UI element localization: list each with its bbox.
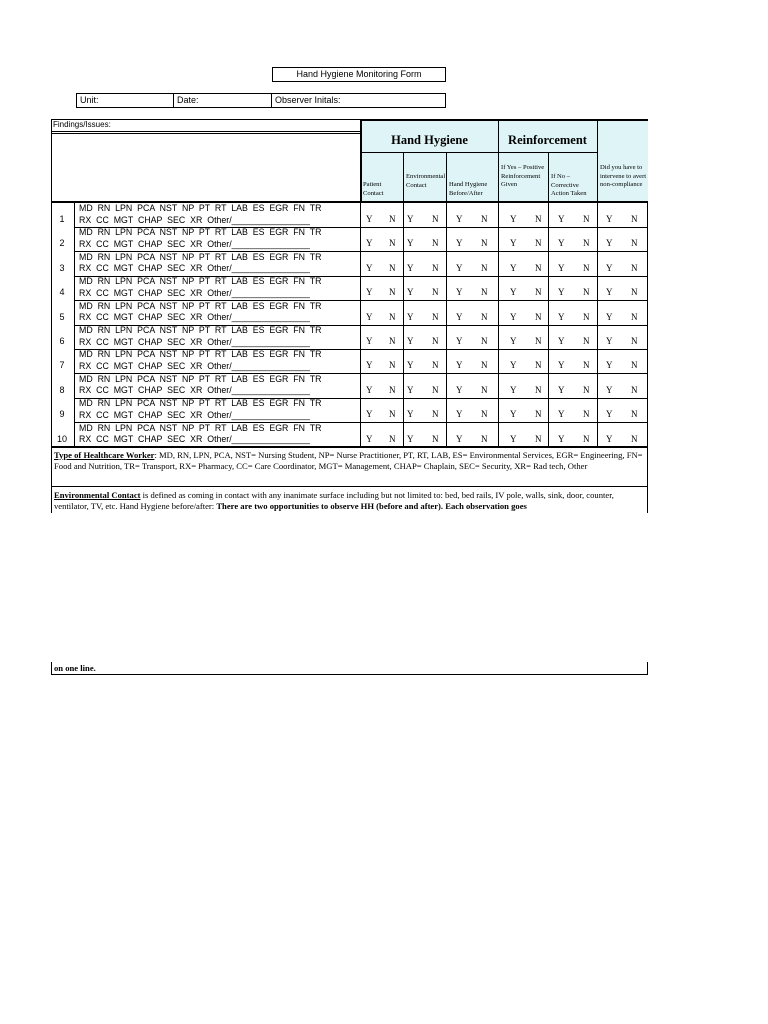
table-row bbox=[51, 398, 648, 423]
row-number: 1 bbox=[59, 214, 65, 224]
worker-types-line1: MD RN LPN PCA NST NP PT RT LAB ES EGR FN TR bbox=[79, 349, 322, 360]
worker-types-line1: MD RN LPN PCA NST NP PT RT LAB ES EGR FN TR bbox=[79, 251, 322, 262]
yes-option[interactable]: Y bbox=[366, 409, 373, 420]
worker-types-line2: RX CC MGT CHAP SEC XR Other/________________ bbox=[79, 409, 310, 420]
no-option[interactable]: N bbox=[389, 287, 396, 298]
no-option[interactable]: N bbox=[583, 311, 590, 322]
worker-types-line1: MD RN LPN PCA NST NP PT RT LAB ES EGR FN TR bbox=[79, 203, 322, 213]
no-option[interactable]: N bbox=[481, 409, 488, 420]
worker-types-line1: MD RN LPN PCA NST NP PT RT LAB ES EGR FN TR bbox=[79, 422, 322, 433]
yes-option[interactable]: Y bbox=[456, 384, 463, 395]
row-number: 8 bbox=[59, 384, 65, 395]
no-option[interactable]: N bbox=[389, 409, 396, 420]
row-number: 7 bbox=[59, 360, 65, 371]
no-option[interactable]: N bbox=[535, 311, 542, 322]
worker-types-line2: RX CC MGT CHAP SEC XR Other/________________ bbox=[79, 385, 310, 396]
no-option[interactable]: N bbox=[535, 409, 542, 420]
yes-option[interactable]: Y bbox=[510, 360, 517, 371]
table-row bbox=[51, 227, 648, 252]
no-option[interactable]: N bbox=[583, 433, 590, 444]
yes-option[interactable]: Y bbox=[606, 262, 613, 273]
date-field[interactable]: Date: bbox=[174, 94, 272, 107]
no-option[interactable]: N bbox=[631, 409, 638, 420]
no-option[interactable]: N bbox=[583, 336, 590, 346]
intervene-header: Did you have to intervene to avert non-compliance bbox=[600, 164, 647, 188]
patient-contact-header: Patient Contact bbox=[363, 181, 384, 197]
worker-type-options[interactable] bbox=[79, 349, 321, 372]
no-option[interactable]: N bbox=[583, 409, 590, 420]
worker-type-legend bbox=[51, 447, 648, 487]
no-option[interactable]: N bbox=[432, 409, 439, 420]
worker-type-options[interactable] bbox=[79, 276, 321, 299]
yes-option[interactable]: Y bbox=[558, 214, 565, 224]
yes-option[interactable]: Y bbox=[407, 384, 414, 395]
no-option[interactable]: N bbox=[432, 262, 439, 273]
no-option[interactable]: N bbox=[583, 360, 590, 371]
worker-types-line1: MD RN LPN PCA NST NP PT RT LAB ES EGR FN TR bbox=[79, 325, 322, 335]
no-option[interactable]: N bbox=[481, 360, 488, 371]
hand-hygiene-before-after-header: Hand Hygiene Before/After bbox=[449, 181, 488, 197]
no-option[interactable]: N bbox=[583, 287, 590, 298]
worker-types-line2: RX CC MGT CHAP SEC XR Other/________________ bbox=[79, 312, 310, 323]
no-option[interactable]: N bbox=[631, 287, 638, 298]
no-option[interactable]: N bbox=[631, 433, 638, 444]
yes-option[interactable]: Y bbox=[456, 409, 463, 420]
yes-option[interactable]: Y bbox=[558, 238, 565, 249]
yes-option[interactable]: Y bbox=[510, 409, 517, 420]
worker-types-line2: RX CC MGT CHAP SEC XR Other/________________ bbox=[79, 360, 310, 371]
no-option[interactable]: N bbox=[389, 433, 396, 444]
env-text: is defined as coming in contact with any inanimate surface including but not limited to: bed, bed rails, IV pole, walls, sink, door, counter, ventilator, TV, etc. Hand Hygiene before/after: bbox=[54, 490, 614, 511]
yes-option[interactable]: Y bbox=[456, 360, 463, 371]
form-title: Hand Hygiene Monitoring Form bbox=[272, 67, 446, 82]
no-option[interactable]: N bbox=[631, 336, 638, 346]
yes-option[interactable]: Y bbox=[366, 287, 373, 298]
no-option[interactable]: N bbox=[583, 214, 590, 224]
yes-option[interactable]: Y bbox=[456, 262, 463, 273]
yes-option[interactable]: Y bbox=[407, 409, 414, 420]
yes-option[interactable]: Y bbox=[558, 360, 565, 371]
worker-types-line1: MD RN LPN PCA NST NP PT RT LAB ES EGR FN TR bbox=[79, 227, 322, 238]
row-number: 2 bbox=[59, 238, 65, 249]
no-option[interactable]: N bbox=[389, 360, 396, 371]
no-option[interactable]: N bbox=[631, 384, 638, 395]
no-option[interactable]: N bbox=[631, 238, 638, 249]
no-option[interactable]: N bbox=[631, 262, 638, 273]
yes-option[interactable]: Y bbox=[510, 336, 517, 346]
no-option[interactable]: N bbox=[389, 336, 396, 346]
yes-option[interactable]: Y bbox=[407, 433, 414, 444]
corrective-action-header: If No – Corrective Action Taken bbox=[551, 173, 587, 197]
worker-types-line1: MD RN LPN PCA NST NP PT RT LAB ES EGR FN TR bbox=[79, 373, 322, 384]
yes-option[interactable]: Y bbox=[606, 214, 613, 224]
worker-type-options[interactable] bbox=[79, 398, 321, 421]
table-row bbox=[51, 252, 648, 277]
no-option[interactable]: N bbox=[389, 311, 396, 322]
no-option[interactable]: N bbox=[389, 238, 396, 249]
worker-type-options[interactable] bbox=[79, 374, 321, 397]
yes-option[interactable]: Y bbox=[558, 262, 565, 273]
yes-option[interactable]: Y bbox=[606, 433, 613, 444]
no-option[interactable]: N bbox=[432, 384, 439, 395]
table-row bbox=[51, 203, 648, 228]
no-option[interactable]: N bbox=[535, 433, 542, 444]
env-title: Environmental Contact bbox=[54, 490, 141, 500]
no-option[interactable]: N bbox=[432, 214, 439, 224]
yes-option[interactable]: Y bbox=[510, 384, 517, 395]
worker-types-line2: RX CC MGT CHAP SEC XR Other/________________ bbox=[79, 263, 310, 274]
no-option[interactable]: N bbox=[432, 336, 439, 346]
no-option[interactable]: N bbox=[583, 262, 590, 273]
row-number: 9 bbox=[59, 409, 65, 420]
environmental-contact-header: Environmental Contact bbox=[406, 173, 446, 189]
no-option[interactable]: N bbox=[432, 311, 439, 322]
row-number: 10 bbox=[56, 433, 67, 444]
worker-type-options[interactable] bbox=[79, 325, 321, 348]
worker-types-line2: RX CC MGT CHAP SEC XR Other/________________ bbox=[79, 336, 310, 347]
no-option[interactable]: N bbox=[481, 433, 488, 444]
header-fields bbox=[76, 93, 446, 108]
yes-option[interactable]: Y bbox=[558, 409, 565, 420]
yes-option[interactable]: Y bbox=[407, 214, 414, 224]
yes-option[interactable]: Y bbox=[456, 336, 463, 346]
hand-hygiene-header: Hand Hygiene bbox=[391, 133, 468, 147]
yes-option[interactable]: Y bbox=[510, 214, 517, 224]
no-option[interactable]: N bbox=[481, 238, 488, 249]
yes-option[interactable]: Y bbox=[366, 360, 373, 371]
observer-initials-field[interactable]: Observer Initals: bbox=[275, 95, 341, 105]
yes-option[interactable]: Y bbox=[606, 287, 613, 298]
no-option[interactable]: N bbox=[631, 360, 638, 371]
yes-option[interactable]: Y bbox=[366, 384, 373, 395]
yes-option[interactable]: Y bbox=[510, 262, 517, 273]
row-number: 4 bbox=[59, 287, 65, 298]
worker-types-line1: MD RN LPN PCA NST NP PT RT LAB ES EGR FN TR bbox=[79, 398, 322, 409]
yes-option[interactable]: Y bbox=[407, 262, 414, 273]
yes-option[interactable]: Y bbox=[407, 238, 414, 249]
row-number: 6 bbox=[59, 336, 65, 346]
yes-option[interactable]: Y bbox=[407, 336, 414, 346]
yes-option[interactable]: Y bbox=[558, 336, 565, 346]
no-option[interactable]: N bbox=[535, 360, 542, 371]
env-bold-text: There are two opportunities to observe HH (before and after). Each observation goes bbox=[216, 501, 527, 511]
worker-types-line2: RX CC MGT CHAP SEC XR Other/________________ bbox=[79, 434, 310, 445]
yes-option[interactable]: Y bbox=[366, 336, 373, 346]
no-option[interactable]: N bbox=[432, 360, 439, 371]
legend-title: Type of Healthcare Worker bbox=[54, 450, 155, 460]
reinforcement-header: Reinforcement bbox=[508, 133, 587, 147]
environmental-contact-tail: on one line. bbox=[51, 662, 648, 675]
yes-option[interactable]: Y bbox=[510, 311, 517, 322]
yes-option[interactable]: Y bbox=[366, 262, 373, 273]
yes-option[interactable]: Y bbox=[606, 360, 613, 371]
yes-option[interactable]: Y bbox=[558, 384, 565, 395]
positive-reinforcement-header: If Yes – Positive Reinforcement Given bbox=[501, 164, 545, 188]
worker-type-options[interactable] bbox=[79, 423, 321, 446]
no-option[interactable]: N bbox=[389, 384, 396, 395]
table-row bbox=[51, 374, 648, 399]
yes-option[interactable]: Y bbox=[510, 287, 517, 298]
worker-types-line2: RX CC MGT CHAP SEC XR Other/________________ bbox=[79, 238, 310, 249]
no-option[interactable]: N bbox=[535, 287, 542, 298]
yes-option[interactable]: Y bbox=[558, 311, 565, 322]
yes-option[interactable]: Y bbox=[366, 311, 373, 322]
no-option[interactable]: N bbox=[631, 311, 638, 322]
no-option[interactable]: N bbox=[481, 214, 488, 224]
table-row bbox=[51, 423, 648, 448]
no-option[interactable]: N bbox=[481, 384, 488, 395]
no-option[interactable]: N bbox=[481, 336, 488, 346]
row-number: 3 bbox=[59, 262, 65, 273]
unit-field[interactable]: Unit: bbox=[77, 94, 174, 107]
yes-option[interactable]: Y bbox=[606, 384, 613, 395]
row-number: 5 bbox=[59, 311, 65, 322]
no-option[interactable]: N bbox=[535, 336, 542, 346]
worker-type-options[interactable] bbox=[79, 203, 321, 226]
no-option[interactable]: N bbox=[432, 287, 439, 298]
yes-option[interactable]: Y bbox=[510, 238, 517, 249]
findings-label[interactable]: Findings/Issues: bbox=[51, 119, 361, 132]
yes-option[interactable]: Y bbox=[366, 214, 373, 224]
no-option[interactable]: N bbox=[389, 262, 396, 273]
no-option[interactable]: N bbox=[481, 287, 488, 298]
no-option[interactable]: N bbox=[583, 238, 590, 249]
yes-option[interactable]: Y bbox=[606, 238, 613, 249]
worker-types-line2: RX CC MGT CHAP SEC XR Other/________________ bbox=[79, 214, 310, 225]
no-option[interactable]: N bbox=[389, 214, 396, 224]
yes-option[interactable]: Y bbox=[456, 311, 463, 322]
yes-option[interactable]: Y bbox=[456, 287, 463, 298]
yes-option[interactable]: Y bbox=[558, 433, 565, 444]
no-option[interactable]: N bbox=[481, 311, 488, 322]
yes-option[interactable]: Y bbox=[606, 311, 613, 322]
table-row bbox=[51, 349, 648, 374]
legend-text: : MD, RN, LPN, PCA, NST= Nursing Student, NP= Nurse Practitioner, PT, RT, LAB, ES= Environmental Services, EGR= Engineering, FN= Food and Nutrition, TR= Transport, RX= Pharmacy, CC= Care Coordinator, MGT= Management, CHAP= Chaplain, SEC= Security, XR= Rad tech, Other bbox=[54, 450, 643, 471]
yes-option[interactable]: Y bbox=[558, 287, 565, 298]
worker-type-options[interactable] bbox=[79, 227, 321, 250]
yes-option[interactable]: Y bbox=[606, 336, 613, 346]
table-row bbox=[51, 276, 648, 301]
no-option[interactable]: N bbox=[432, 433, 439, 444]
yes-option[interactable]: Y bbox=[456, 238, 463, 249]
yes-option[interactable]: Y bbox=[606, 409, 613, 420]
no-option[interactable]: N bbox=[432, 238, 439, 249]
no-option[interactable]: N bbox=[583, 384, 590, 395]
table-row bbox=[51, 301, 648, 326]
worker-types-line2: RX CC MGT CHAP SEC XR Other/________________ bbox=[79, 287, 310, 298]
no-option[interactable]: N bbox=[535, 238, 542, 249]
yes-option[interactable]: Y bbox=[456, 214, 463, 224]
no-option[interactable]: N bbox=[631, 214, 638, 224]
no-option[interactable]: N bbox=[535, 384, 542, 395]
no-option[interactable]: N bbox=[481, 262, 488, 273]
yes-option[interactable]: Y bbox=[456, 433, 463, 444]
yes-option[interactable]: Y bbox=[510, 433, 517, 444]
yes-option[interactable]: Y bbox=[366, 433, 373, 444]
yes-option[interactable]: Y bbox=[407, 360, 414, 371]
environmental-contact-note bbox=[51, 487, 648, 513]
no-option[interactable]: N bbox=[535, 262, 542, 273]
yes-option[interactable]: Y bbox=[407, 311, 414, 322]
yes-option[interactable]: Y bbox=[366, 238, 373, 249]
table-row bbox=[51, 325, 648, 350]
no-option[interactable]: N bbox=[535, 214, 542, 224]
worker-types-line1: MD RN LPN PCA NST NP PT RT LAB ES EGR FN TR bbox=[79, 300, 322, 311]
yes-option[interactable]: Y bbox=[407, 287, 414, 298]
worker-type-options[interactable] bbox=[79, 301, 321, 324]
worker-types-line1: MD RN LPN PCA NST NP PT RT LAB ES EGR FN TR bbox=[79, 276, 322, 287]
worker-type-options[interactable] bbox=[79, 252, 321, 275]
